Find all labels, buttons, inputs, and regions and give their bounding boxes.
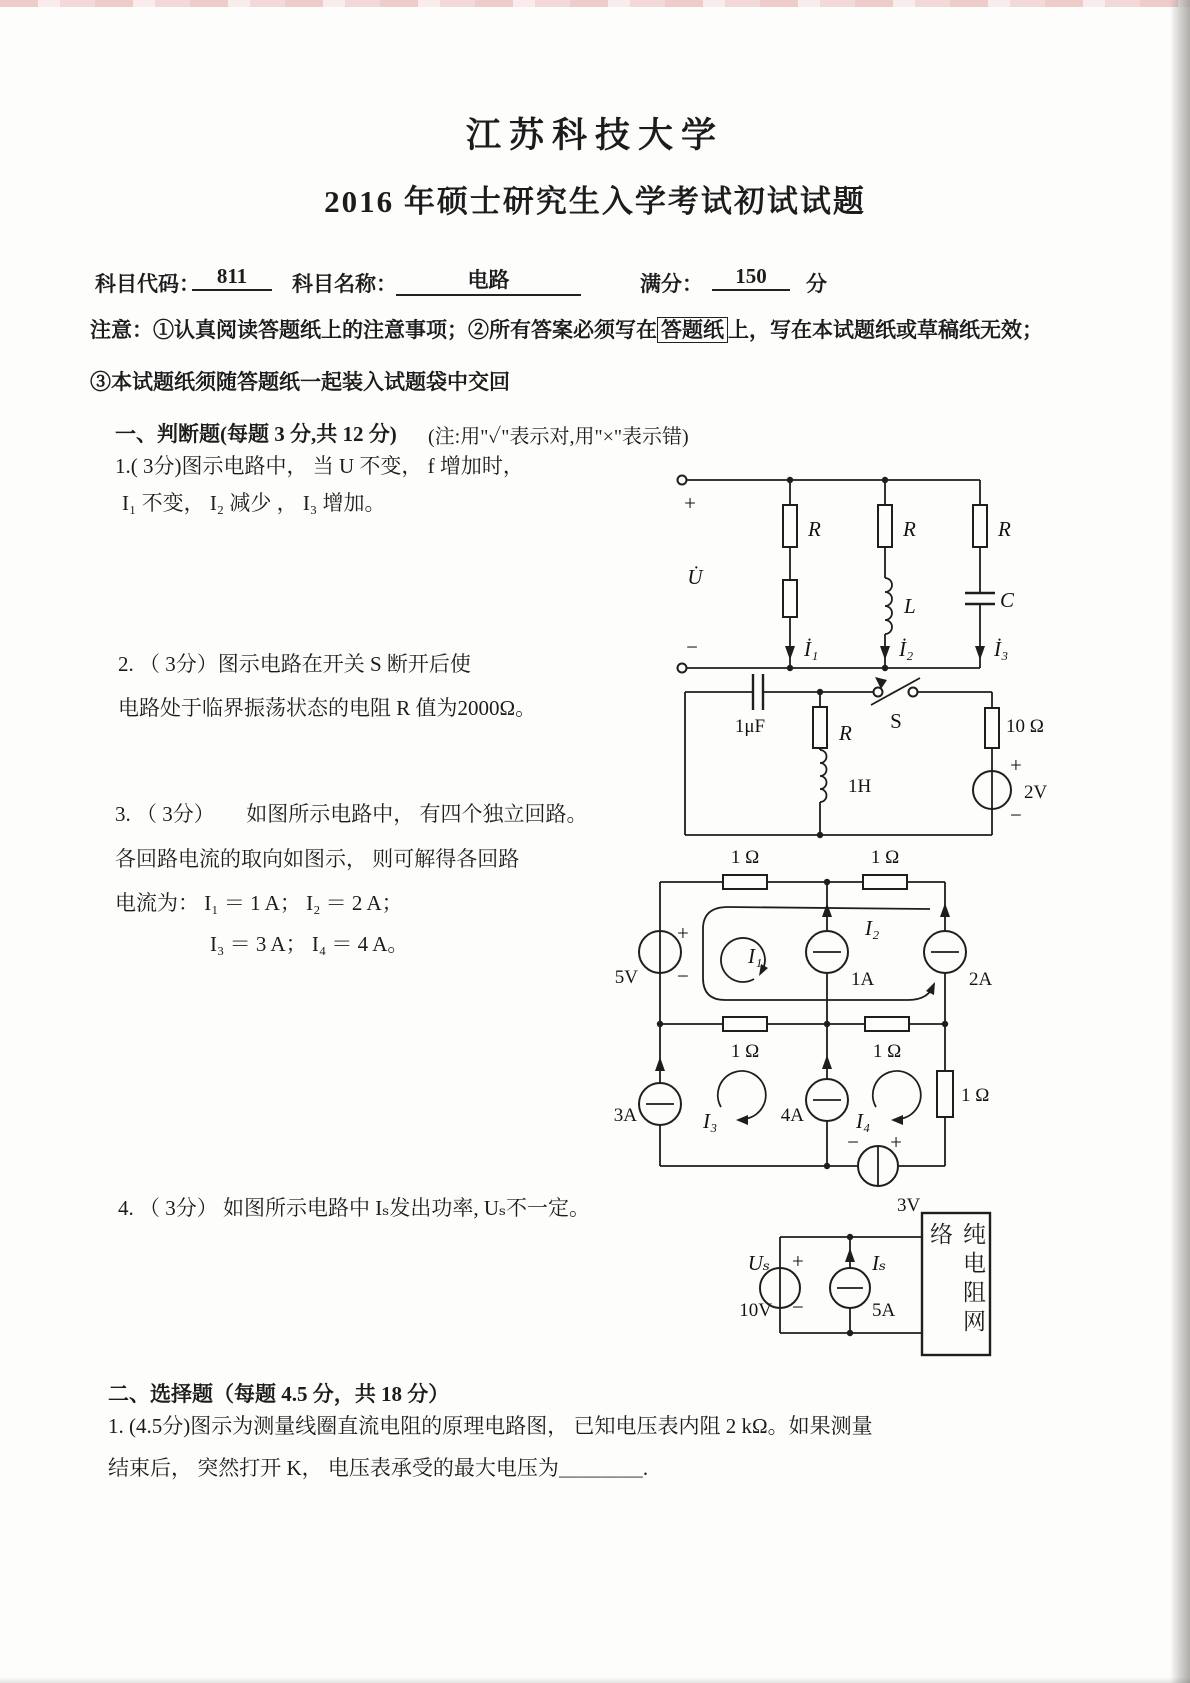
section2-question1-line2: 结束后， 突然打开 K， 电压表承受的最大电压为＿＿＿＿. (108, 1456, 649, 1480)
voltage-source (973, 771, 1011, 809)
voltage-source-5v (639, 931, 681, 973)
question3-line1: 3. （ 3分） 如图所示电路中， 有四个独立回路。 (115, 802, 588, 826)
switch-label: S (890, 709, 902, 733)
resistor (813, 707, 827, 748)
full-score-label: 满分： (640, 272, 703, 296)
resistor-label: 1 Ω (870, 847, 900, 868)
resistor (985, 708, 999, 748)
section1-heading: 一、判断题(每题 3 分,共 12 分) (115, 422, 397, 446)
source-value-10v: 10V (739, 1300, 772, 1321)
source-label-4a: 4A (780, 1105, 804, 1126)
loop-label-i4: I₄ (856, 1109, 871, 1133)
scan-artifact-bottom-shadow (0, 1677, 1190, 1683)
resistor-label: 1 Ω (872, 1041, 902, 1062)
circuit-diagram-3 (593, 843, 1028, 1233)
scan-artifact-right-shadow (1170, 0, 1190, 1683)
scan-artifact-top-strip (0, 0, 1190, 7)
question2-line2: 电路处于临界振荡状态的电阻 R 值为2000Ω。 (118, 696, 537, 720)
source-label: 2V (1024, 782, 1048, 803)
source-label-2a: 2A (969, 969, 993, 990)
switch (871, 677, 920, 705)
subject-code-label: 科目代码： (95, 272, 200, 296)
question1-line2: I₁ 不变， I₂ 减少 ， I₃ 增加。 (122, 491, 386, 515)
wires (685, 692, 992, 835)
plus-sign: + (1010, 753, 1022, 777)
minus-sign: − (1010, 803, 1022, 827)
resistor-label: R (903, 517, 916, 541)
loop-label-i1: I₁ (748, 944, 763, 968)
question3-line3: 电流为： I₁ ＝ 1 A； I₂ ＝ 2 A； (115, 891, 403, 915)
source-label-3v: 3V (897, 1195, 921, 1216)
resistor (865, 1017, 909, 1031)
resistor (783, 580, 797, 617)
current-source-3a (639, 1057, 681, 1125)
minus-sign: − (847, 1130, 859, 1154)
source-label-is: Iₛ (872, 1251, 887, 1275)
subject-name-value: 电路 (396, 264, 581, 296)
source-label-5v: 5V (614, 967, 638, 988)
minus-sign: − (686, 635, 698, 659)
plus-sign: + (677, 921, 689, 945)
capacitor-label: C (1000, 588, 1015, 612)
plus-sign: + (792, 1249, 804, 1273)
loop-arrow-i4 (873, 1071, 921, 1125)
current-source-4a (806, 1055, 848, 1121)
question2-line1: 2. （ 3分）图示电路在开关 S 断开后使 (118, 652, 471, 676)
capacitor-label: 1μF (734, 716, 766, 737)
resistor-label: R (808, 517, 821, 541)
minus-sign: − (677, 964, 689, 988)
inductor (885, 578, 892, 634)
capacitor (753, 674, 763, 710)
question4-line1: 4. （ 3分） 如图所示电路中 Iₛ发出功率, Uₛ不一定。 (118, 1196, 591, 1220)
section2-heading: 二、选择题（每题 4.5 分，共 18 分） (108, 1382, 450, 1406)
current-label-i2: İ₂ (899, 637, 914, 661)
resistor (723, 875, 767, 889)
resistor (723, 1017, 767, 1031)
subject-code-value: 811 (192, 264, 272, 291)
section1-heading-note: (注:用"✓"表示对,用"×"表示错) (428, 426, 689, 448)
circuit-diagram-2 (626, 628, 1056, 848)
source-label-us: Uₛ (747, 1251, 770, 1275)
minus-sign: − (792, 1295, 804, 1319)
resistor (937, 1071, 953, 1117)
current-source-is (830, 1248, 870, 1308)
resistor (878, 505, 892, 547)
full-score-value: 150 (712, 264, 790, 291)
resistor-label: R (998, 517, 1011, 541)
notice-line1 (90, 314, 1043, 344)
notice-boxed-term: 答题纸 (657, 317, 728, 343)
resistor (783, 505, 797, 547)
source-label-1a: 1A (851, 969, 875, 990)
loop-arrow-i3 (718, 1071, 766, 1125)
resistor-label: 1 Ω (961, 1085, 990, 1106)
source-label: U̇ (687, 565, 703, 589)
loop-label-i2: I₂ (865, 916, 880, 940)
terminal-top (678, 476, 687, 485)
inductor-label: 1H (848, 776, 872, 797)
subject-name-label: 科目名称： (292, 272, 397, 296)
resistor-label: 1 Ω (730, 1041, 760, 1062)
question3-line2: 各回路电流的取向如图示， 则可解得各回路 (115, 847, 520, 871)
resistor-label: R (839, 721, 852, 745)
current-label-i3: İ₃ (994, 637, 1009, 661)
resistor (863, 875, 907, 889)
notice-suffix: 上，写在本试题纸或草稿纸无效； (728, 318, 1043, 342)
current-label-i1: İ₁ (804, 637, 819, 661)
section2-question1-line1: 1. (4.5分)图示为测量线圈直流电阻的原理电路图， 已知电压表内阻 2 kΩ。如果测量 (108, 1414, 873, 1438)
question1-line1: 1.( 3分)图示电路中， 当 U 不变， f 增加时， (115, 454, 524, 478)
resistor-label: 10 Ω (1006, 716, 1044, 737)
plus-sign: + (684, 491, 696, 515)
capacitor (965, 593, 995, 604)
source-label-3a: 3A (613, 1105, 637, 1126)
inductor-label: L (904, 594, 916, 618)
loop-label-i3: I₃ (703, 1109, 718, 1133)
source-value-5a: 5A (872, 1300, 896, 1321)
resistor-label: 1 Ω (730, 847, 760, 868)
current-source-2a (924, 903, 966, 973)
resistor (973, 505, 987, 547)
notice-line2: ③本试题纸须随答题纸一起装入试题袋中交回 (90, 370, 510, 394)
plus-sign: + (890, 1130, 902, 1154)
page-subtitle: 2016 年硕士研究生入学考试初试试题 (324, 184, 866, 219)
question3-line4: I₃ ＝ 3 A； I₄ ＝ 4 A。 (210, 932, 409, 956)
current-source-1a (806, 903, 848, 973)
resistive-network-label: 纯电阻网络 (927, 1222, 985, 1338)
full-score-unit: 分 (806, 272, 827, 296)
inductor (820, 750, 827, 802)
notice-prefix: 注意：①认真阅读答题纸上的注意事项；②所有答案必须写在 (90, 318, 657, 342)
page-title: 江苏科技大学 (465, 116, 724, 155)
